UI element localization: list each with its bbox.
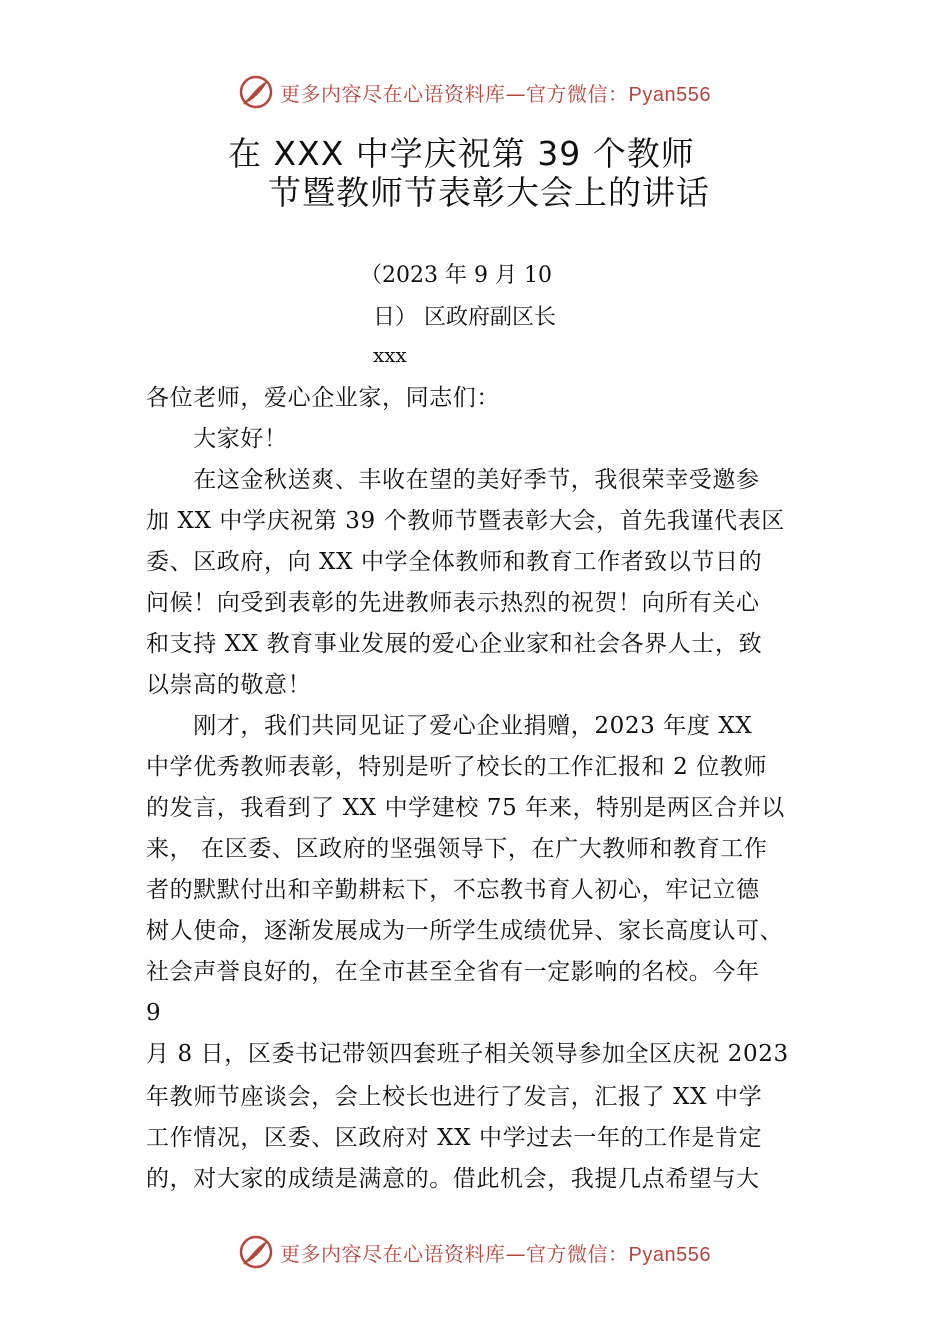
- footer-watermark: [238, 1232, 738, 1272]
- speech-date-line-2: 日） 区政府副区长: [373, 305, 556, 330]
- feather-quill-logo-icon: [238, 74, 274, 110]
- body-line: 年教师节座谈会，会上校长也进行了发言，汇报了 XX 中学: [146, 1084, 763, 1110]
- body-line: 树人使命，逐渐发展成为一所学生成绩优异、家长高度认可、: [146, 918, 784, 944]
- feather-quill-logo-icon: [238, 1234, 274, 1270]
- speech-date-line-1: （2023 年 9 月 10: [360, 263, 552, 288]
- speaker-name: xxx: [373, 343, 407, 367]
- body-line: 大家好！: [146, 426, 288, 452]
- body-line: 刚才，我们共同见证了爱心企业捐赠，2023 年度 XX: [146, 713, 753, 739]
- body-line: 者的默默付出和辛勤耕耘下，不忘教书育人初心，牢记立德: [146, 877, 760, 903]
- body-line: 以崇高的敬意！: [146, 672, 312, 698]
- watermark-text: 更多内容尽在心语资料库—官方微信：Pyan556: [280, 1241, 711, 1266]
- body-line: 工作情况，区委、区政府对 XX 中学过去一年的工作是肯定: [146, 1125, 763, 1151]
- body-line: 的，对大家的成绩是满意的。借此机会，我提几点希望与大: [146, 1166, 760, 1192]
- body-line: 月 8 日，区委书记带领四套班子相关领导参加全区庆祝 2023: [146, 1041, 789, 1067]
- body-line: 的发言，我看到了 XX 中学建校 75 年来，特别是两区合并以: [146, 795, 785, 821]
- body-line: 和支持 XX 教育事业发展的爱心企业家和社会各界人士，致: [146, 631, 763, 657]
- document-title-line-2: 节暨教师节表彰大会上的讲话: [268, 173, 710, 212]
- document-title-line-1: 在 XXX 中学庆祝第 39 个教师: [228, 134, 695, 173]
- header-watermark: [238, 72, 738, 112]
- body-line: 中学优秀教师表彰，特别是听了校长的工作汇报和 2 位教师: [146, 754, 768, 780]
- watermark-text: 更多内容尽在心语资料库—官方微信：Pyan556: [280, 81, 711, 106]
- body-line: 来， 在区委、区政府的坚强领导下，在广大教师和教育工作: [146, 836, 768, 862]
- body-line: 9: [146, 1000, 162, 1026]
- body-line: 问候！向受到表彰的先进教师表示热烈的祝贺！向所有关心: [146, 590, 760, 616]
- body-line: 各位老师，爱心企业家，同志们：: [146, 385, 500, 411]
- body-line: 在这金秋送爽、丰收在望的美好季节，我很荣幸受邀参: [146, 467, 760, 493]
- body-line: 委、区政府，向 XX 中学全体教师和教育工作者致以节日的: [146, 549, 763, 575]
- body-line: 社会声誉良好的，在全市甚至全省有一定影响的名校。今年: [146, 959, 760, 985]
- body-line: 加 XX 中学庆祝第 39 个教师节暨表彰大会，首先我谨代表区: [146, 508, 785, 534]
